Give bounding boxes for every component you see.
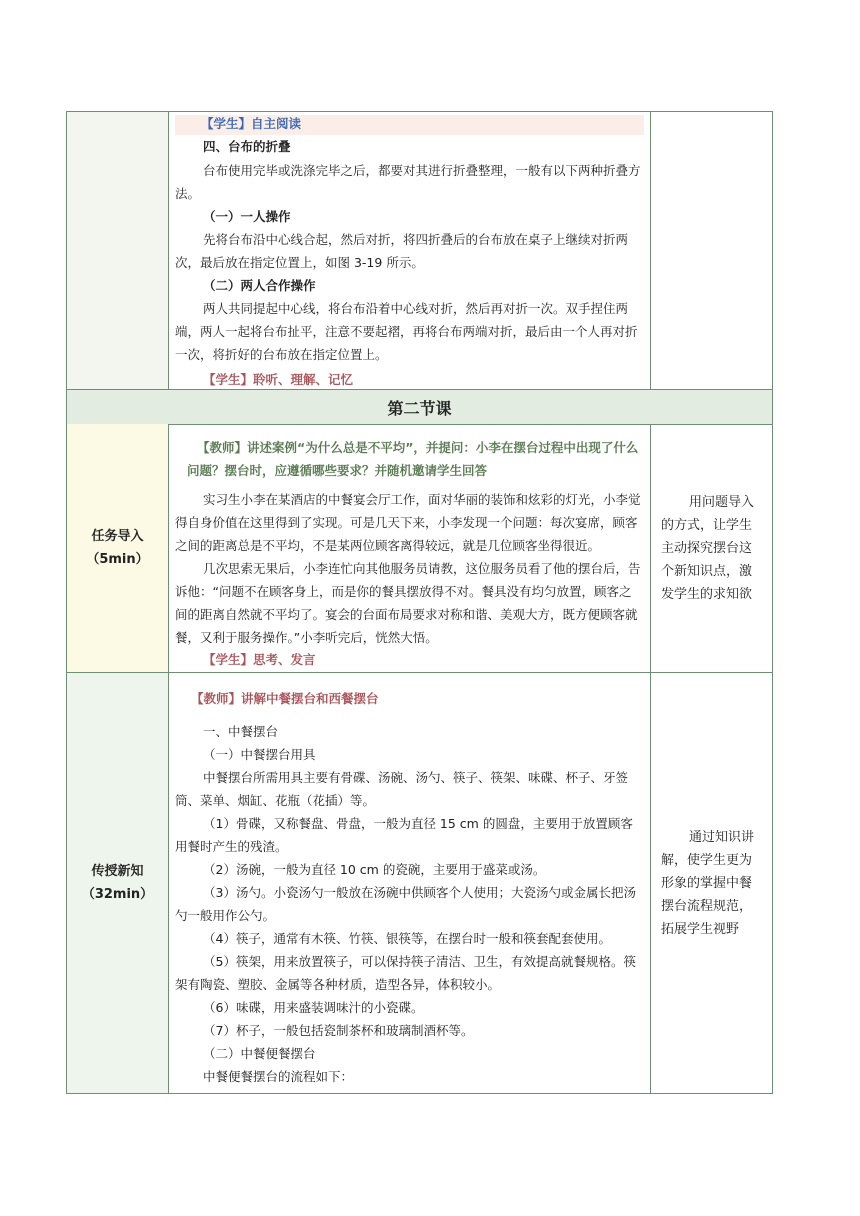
row1-note-cell xyxy=(651,112,772,389)
item-bone-plate: （1）骨碟，又称餐盘、骨盘，一般为直径 15 cm 的圆盘，主要用于放置顾客用餐时产生的残渣。 xyxy=(175,816,633,854)
row3-content-cell xyxy=(169,673,651,1093)
paragraph-folding-intro: 台布使用完毕或洗涤完毕之后，都要对其进行折叠整理，一般有以下两种折叠方法。 xyxy=(175,163,641,201)
teacher-case-prompt: 【教师】讲述案例“为什么总是不平均”，并提问：小李在摆台过程中出现了什么问题？摆台时，应遵循哪些要求？并随机邀请学生回答 xyxy=(187,440,639,478)
row2-content-cell xyxy=(169,424,651,672)
heading-chinese-setting: 一、中餐摆台 xyxy=(203,724,279,739)
row3-label-cell xyxy=(67,673,169,1093)
section-title: 第二节课 xyxy=(387,398,452,418)
row2-label-cell xyxy=(67,424,169,672)
heading-folding: 四、台布的折叠 xyxy=(203,139,291,154)
row1-label-cell xyxy=(67,112,169,389)
section-header xyxy=(66,389,773,425)
item-sauce-dish: （6）味碟，用来盛装调味汁的小瓷碟。 xyxy=(203,1000,424,1015)
row3-time: （32min） xyxy=(81,887,154,902)
row-task-intro xyxy=(66,424,773,673)
item-soup-spoon: （3）汤勺。小瓷汤勺一般放在汤碗中供顾客个人使用；大瓷汤勺或金属长把汤勺一般用作公勺。 xyxy=(175,885,636,923)
row3-note: 通过知识讲解，使学生更为形象的掌握中餐摆台流程规范，拓展学生视野 xyxy=(661,829,755,937)
row3-note-cell xyxy=(651,673,772,1093)
row-new-knowledge xyxy=(66,672,773,1094)
paragraph-two-person: 两人共同提起中心线，将台布沿着中心线对折，然后再对折一次。双手捏住两端，两人一起将台布扯平，注意不要起褶，再将台布两端对折，最后由一个人再对折一次，将折好的台布放在指定位置上。 xyxy=(175,301,638,362)
row2-label: 任务导入 xyxy=(91,529,144,544)
item-cups: （7）杯子，一般包括瓷制茶杯和玻璃制酒杯等。 xyxy=(203,1023,474,1038)
row2-time: （5min） xyxy=(86,552,149,567)
row-table-folding xyxy=(66,111,773,389)
case-paragraph-1: 实习生小李在某酒店的中餐宴会厅工作，面对华丽的装饰和炫彩的灯光，小李觉得自身价值在这里得到了实现。可是几天下来，小李发现一个问题：每次宴席，顾客之间的距离总是不平均，不是某两位顾客离得较远，就是几位顾客坐得很近。 xyxy=(175,492,641,553)
heading-one-person: （一）一人操作 xyxy=(203,209,291,224)
item-chopsticks: （4）筷子，通常有木筷、竹筷、银筷等，在摆台时一般和筷套配套使用。 xyxy=(203,931,611,946)
row3-label: 传授新知 xyxy=(91,864,144,879)
heading-utensils: （一）中餐摆台用具 xyxy=(203,747,316,762)
heading-two-person: （二）两人合作操作 xyxy=(203,278,316,293)
row2-note: 用问题导入的方式，让学生主动探究摆台这个新知识点，激发学生的求知欲 xyxy=(661,494,755,602)
student-think-label: 【学生】思考、发言 xyxy=(203,652,316,667)
heading-casual-setting: （二）中餐便餐摆台 xyxy=(203,1046,316,1061)
student-read-label: 【学生】自主阅读 xyxy=(201,116,302,131)
casual-setting-flow: 中餐便餐摆台的流程如下： xyxy=(203,1069,354,1084)
item-soup-bowl: （2）汤碗，一般为直径 10 cm 的瓷碗，主要用于盛菜或汤。 xyxy=(203,862,546,877)
row1-content-cell xyxy=(169,112,651,389)
item-chopstick-rest: （5）筷架，用来放置筷子，可以保持筷子清洁、卫生，有效提高就餐规格。筷架有陶瓷、塑胶、金属等各种材质，造型各异，体积较小。 xyxy=(175,954,636,992)
utensils-list: 中餐摆台所需用具主要有骨碟、汤碗、汤勺、筷子、筷架、味碟、杯子、牙签筒、菜单、烟缸、花瓶（花插）等。 xyxy=(175,770,629,808)
paragraph-one-person: 先将台布沿中心线合起，然后对折，将四折叠后的台布放在桌子上继续对折两次，最后放在指定位置上，如图 3-19 所示。 xyxy=(175,232,629,270)
row2-note-cell xyxy=(651,424,772,672)
teacher-lecture-label: 【教师】讲解中餐摆台和西餐摆台 xyxy=(191,691,379,706)
student-listen-label: 【学生】聆听、理解、记忆 xyxy=(203,372,354,387)
case-paragraph-2: 几次思索无果后，小李连忙向其他服务员请教，这位服务员看了他的摆台后，告诉他：“问题不在顾客身上，而是你的餐具摆放得不对。餐具没有均匀放置，顾客之间的距离自然就不平均了。宴会的台面布局要求对称和谐、美观大方，既方便顾客就餐，又利于服务操作。”小李听完后，恍然大悟。 xyxy=(175,561,641,645)
